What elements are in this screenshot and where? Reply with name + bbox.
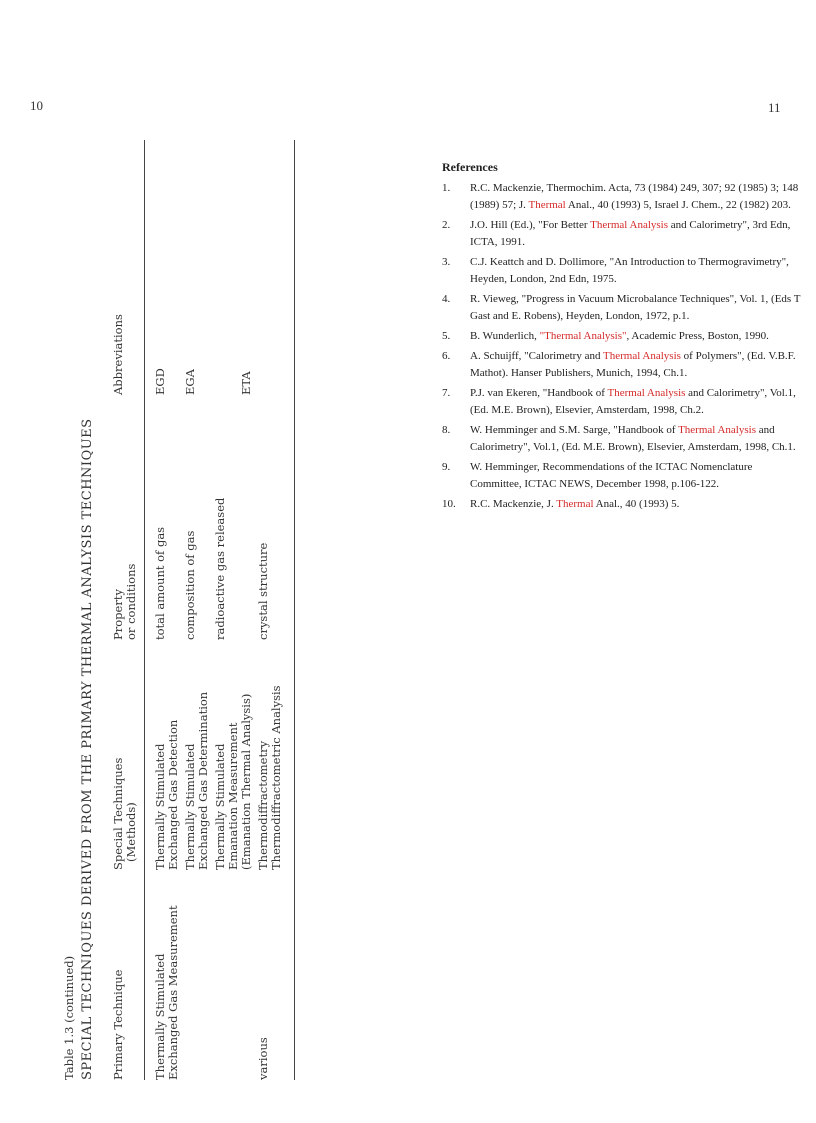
- table-title: SPECIAL TECHNIQUES DERIVED FROM THE PRIMARY THERMAL ANALYSIS TECHNIQUES: [80, 418, 95, 1080]
- row2-special-line1: Thermally Stimulated: [183, 743, 197, 870]
- reference-number: 6.: [442, 350, 451, 362]
- reference-highlight: Thermal Analysis: [590, 219, 668, 231]
- row1-primary-line1: Thermally Stimulated: [153, 953, 167, 1080]
- header-property-line1: Property: [111, 589, 125, 640]
- header-primary-label: Primary Technique: [111, 969, 125, 1080]
- row4-primary: various: [256, 1037, 270, 1080]
- table-caption: Table 1.3 (continued): [62, 955, 76, 1080]
- row4-special-line1: Thermodiffractometry: [256, 740, 270, 870]
- row1-property: total amount of gas: [153, 526, 167, 640]
- reference-text: and Calorimetry", Vol.1, (Ed. M.E. Brown), Elsevier, Amsterdam, 1998, Ch.2.: [470, 387, 796, 416]
- reference-highlight: Thermal Analysis: [607, 387, 686, 399]
- header-abbrev-label: Abbreviations: [111, 314, 125, 395]
- row3-abbrev: ETA: [239, 371, 253, 395]
- reference-item: [442, 385, 802, 419]
- row3-special-line2: Emanation Measurement: [226, 722, 240, 870]
- header-property: [112, 564, 138, 640]
- reference-text: A. Schuijff, "Calorimetry and: [470, 350, 604, 362]
- reference-text: C.J. Keattch and D. Dollimore, "An Introduction to Thermogravimetry", Heyden, London, 2nd Edn, 1975.: [470, 256, 789, 285]
- reference-item: [442, 291, 802, 325]
- reference-number: 10.: [442, 498, 456, 510]
- reference-text: B. Wunderlich,: [470, 330, 540, 342]
- row3-special-line3: (Emanation Thermal Analysis): [239, 693, 253, 870]
- reference-highlight: Thermal: [528, 199, 566, 211]
- row1-special-line2: Exchanged Gas Detection: [166, 719, 180, 870]
- reference-text: R.C. Mackenzie, Thermochim. Acta, 73 (1984) 249, 307; 92 (1985) 3; 148 (1989) 57; J.: [470, 182, 799, 211]
- reference-item: [442, 180, 802, 214]
- rotated-table: [62, 80, 302, 1080]
- page-number-right: 11: [768, 100, 781, 115]
- row4-property: crystal structure: [256, 542, 270, 640]
- header-primary-technique: [112, 970, 125, 1080]
- row4-special-line2: Thermodiffractometric Analysis: [269, 685, 283, 870]
- reference-text: W. Hemminger and S.M. Sarge, "Handbook of: [470, 424, 679, 436]
- header-abbreviations: [112, 314, 125, 395]
- reference-item: [442, 254, 802, 288]
- reference-text: J.O. Hill (Ed.), "For Better: [470, 219, 591, 231]
- reference-number: 3.: [442, 256, 451, 268]
- header-special-line2: (Methods): [124, 802, 138, 862]
- reference-text: of Polymers", (Ed. V.B.F. Mathot). Hanser Publishers, Munich, 1994, Ch.1.: [470, 350, 796, 379]
- reference-item: [442, 496, 802, 513]
- row3-special-line1: Thermally Stimulated: [213, 743, 227, 870]
- row3-property: radioactive gas released: [213, 497, 227, 640]
- header-special-techniques: [112, 758, 138, 870]
- reference-text: Anal., 40 (1993) 5, Israel J. Chem., 22 (1982) 203.: [565, 199, 791, 211]
- reference-item: [442, 459, 802, 493]
- reference-highlight: Thermal Analysis: [603, 350, 681, 362]
- references-list: [442, 180, 802, 513]
- row1-primary-line2: Exchanged Gas Measurement: [166, 905, 180, 1080]
- reference-item: [442, 348, 802, 382]
- header-special-line1: Special Techniques: [111, 757, 125, 870]
- reference-text: W. Hemminger, Recommendations of the ICTAC Nomenclature Committee, ICTAC NEWS, December 1998, p.106-122.: [470, 461, 753, 490]
- page-number-left: 10: [30, 98, 43, 113]
- reference-text: and Calorimetry", Vol.1, (Ed. M.E. Brown), Elsevier, Amsterdam, 1998, Ch.1.: [470, 424, 796, 453]
- reference-number: 1.: [442, 182, 451, 194]
- reference-text: Anal., 40 (1993) 5.: [593, 498, 680, 510]
- table-bottom-rule: [294, 140, 295, 1080]
- reference-number: 5.: [442, 330, 451, 342]
- row4-special: [257, 685, 283, 870]
- reference-number: 8.: [442, 424, 451, 436]
- row2-abbrev: EGA: [183, 369, 197, 395]
- row2-special-line2: Exchanged Gas Determination: [196, 691, 210, 870]
- references-heading: References: [442, 160, 498, 174]
- reference-number: 9.: [442, 461, 451, 473]
- row1-abbrev: EGD: [153, 368, 167, 395]
- reference-text: R.C. Mackenzie, J.: [470, 498, 557, 510]
- references-section: [442, 160, 802, 516]
- reference-item: [442, 217, 802, 251]
- reference-number: 7.: [442, 387, 451, 399]
- table-header-rule: [144, 140, 145, 1080]
- row2-special: [184, 692, 210, 870]
- reference-highlight: Thermal: [556, 498, 594, 510]
- reference-text: R. Vieweg, "Progress in Vacuum Microbalance Techniques", Vol. 1, (Eds T Gast and E. Robens), Heyden, London, 1972, p.1.: [470, 293, 801, 322]
- row1-primary: [154, 905, 180, 1080]
- reference-highlight: "Thermal Analysis": [539, 330, 627, 342]
- reference-highlight: Thermal Analysis: [678, 424, 756, 436]
- reference-text: and Calorimetry", 3rd Edn, ICTA, 1991.: [470, 219, 791, 248]
- reference-text: P.J. van Ekeren, "Handbook of: [470, 387, 608, 399]
- reference-item: [442, 422, 802, 456]
- row2-property: composition of gas: [183, 530, 197, 640]
- row1-special: [154, 720, 180, 870]
- reference-text: , Academic Press, Boston, 1990.: [626, 330, 769, 342]
- reference-item: [442, 328, 802, 345]
- reference-number: 4.: [442, 293, 451, 305]
- header-property-line2: or conditions: [124, 563, 138, 640]
- row1-special-line1: Thermally Stimulated: [153, 743, 167, 870]
- row3-special: [214, 694, 253, 870]
- reference-number: 2.: [442, 219, 451, 231]
